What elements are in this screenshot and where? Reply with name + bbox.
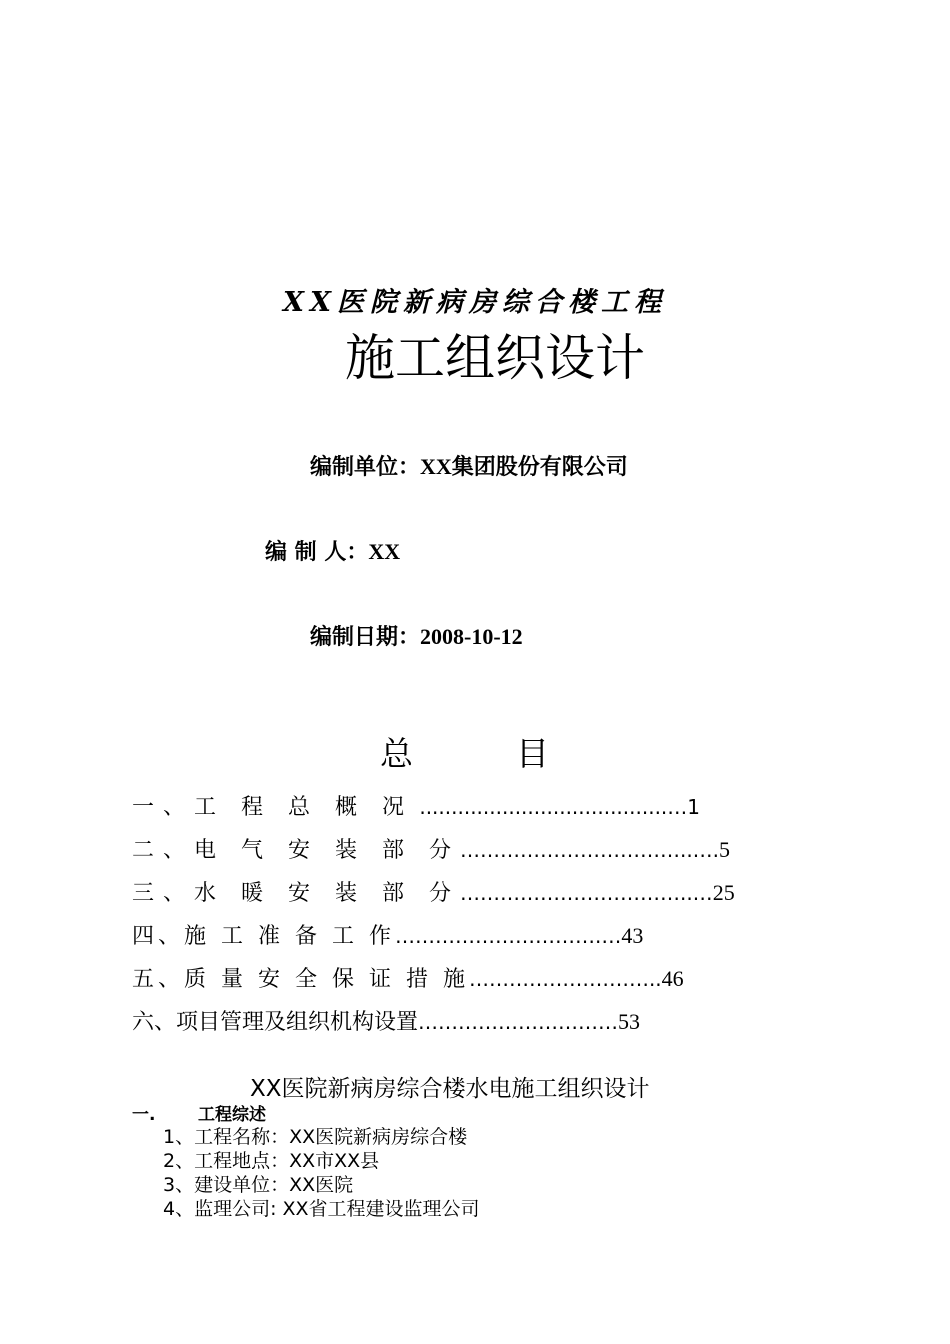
toc-item-label: 一、工 程 总 概 况 (132, 795, 413, 820)
toc-item[interactable] (132, 919, 643, 950)
compile-date-value: 2008-10-12 (420, 624, 523, 649)
toc-heading-right: 目 (516, 734, 549, 773)
toc-item[interactable] (132, 962, 684, 993)
info-line: 3、建设单位：XX医院 (163, 1174, 354, 1196)
project-title: XX医院新病房综合楼工程 (283, 287, 667, 318)
toc-item-dots: .......................................…1 (412, 795, 701, 819)
compiling-unit (310, 450, 628, 481)
toc-item-label: 五、质 量 安 全 保 证 措 施 (132, 967, 469, 992)
compiler-label: 编 制 人： (265, 540, 369, 565)
info-line: 1、工程名称：XX医院新病房综合楼 (163, 1126, 468, 1148)
toc-item[interactable] (132, 876, 735, 907)
section-subtitle: XX医院新病房综合楼水电施工组织设计 (250, 1076, 650, 1102)
compiler-value: XX (368, 539, 401, 564)
document-title: 施工组织设计 (345, 329, 645, 387)
toc-item-label: 四、施 工 准 备 工 作 (132, 924, 395, 949)
toc-item-dots: ………………………….… (394, 924, 622, 948)
toc-item-label: 六、项目管理及组织机构设置 (132, 1010, 419, 1035)
compile-date (310, 620, 523, 651)
compiling-unit-label: 编制单位： (310, 455, 421, 480)
toc-item-label: 二、电 气 安 装 部 分 (132, 838, 460, 863)
toc-item[interactable] (132, 790, 700, 821)
compile-date-label: 编制日期： (310, 625, 421, 650)
section-title: 工程综述 (198, 1105, 266, 1125)
toc-item-page: 25 (712, 880, 735, 905)
info-line: 2、工程地点：XX市XX县 (163, 1150, 380, 1172)
toc-item[interactable] (132, 833, 730, 864)
info-line: 4、监理公司: XX省工程建设监理公司 (163, 1198, 480, 1220)
compiler (265, 535, 400, 566)
toc-heading-left: 总 (380, 734, 413, 773)
toc-item-dots: ……………………………..… (459, 881, 713, 905)
toc-heading (380, 728, 549, 775)
toc-item-page: 46 (661, 966, 684, 991)
toc-item-dots: ……………………………..…. (459, 838, 720, 862)
toc-item-page: 5 (719, 837, 731, 862)
toc-item-label: 三、水 暖 安 装 部 分 (132, 881, 460, 906)
toc-item[interactable] (132, 1005, 640, 1036)
toc-item-dots: ………………………… (418, 1010, 619, 1034)
compiling-unit-value: XX集团股份有限公司 (420, 454, 628, 479)
toc-item-dots: ……………………….. (468, 967, 662, 991)
toc-item-page: 43 (621, 923, 644, 948)
section-number: 一. (132, 1105, 156, 1125)
toc-item-page: 53 (618, 1009, 641, 1034)
